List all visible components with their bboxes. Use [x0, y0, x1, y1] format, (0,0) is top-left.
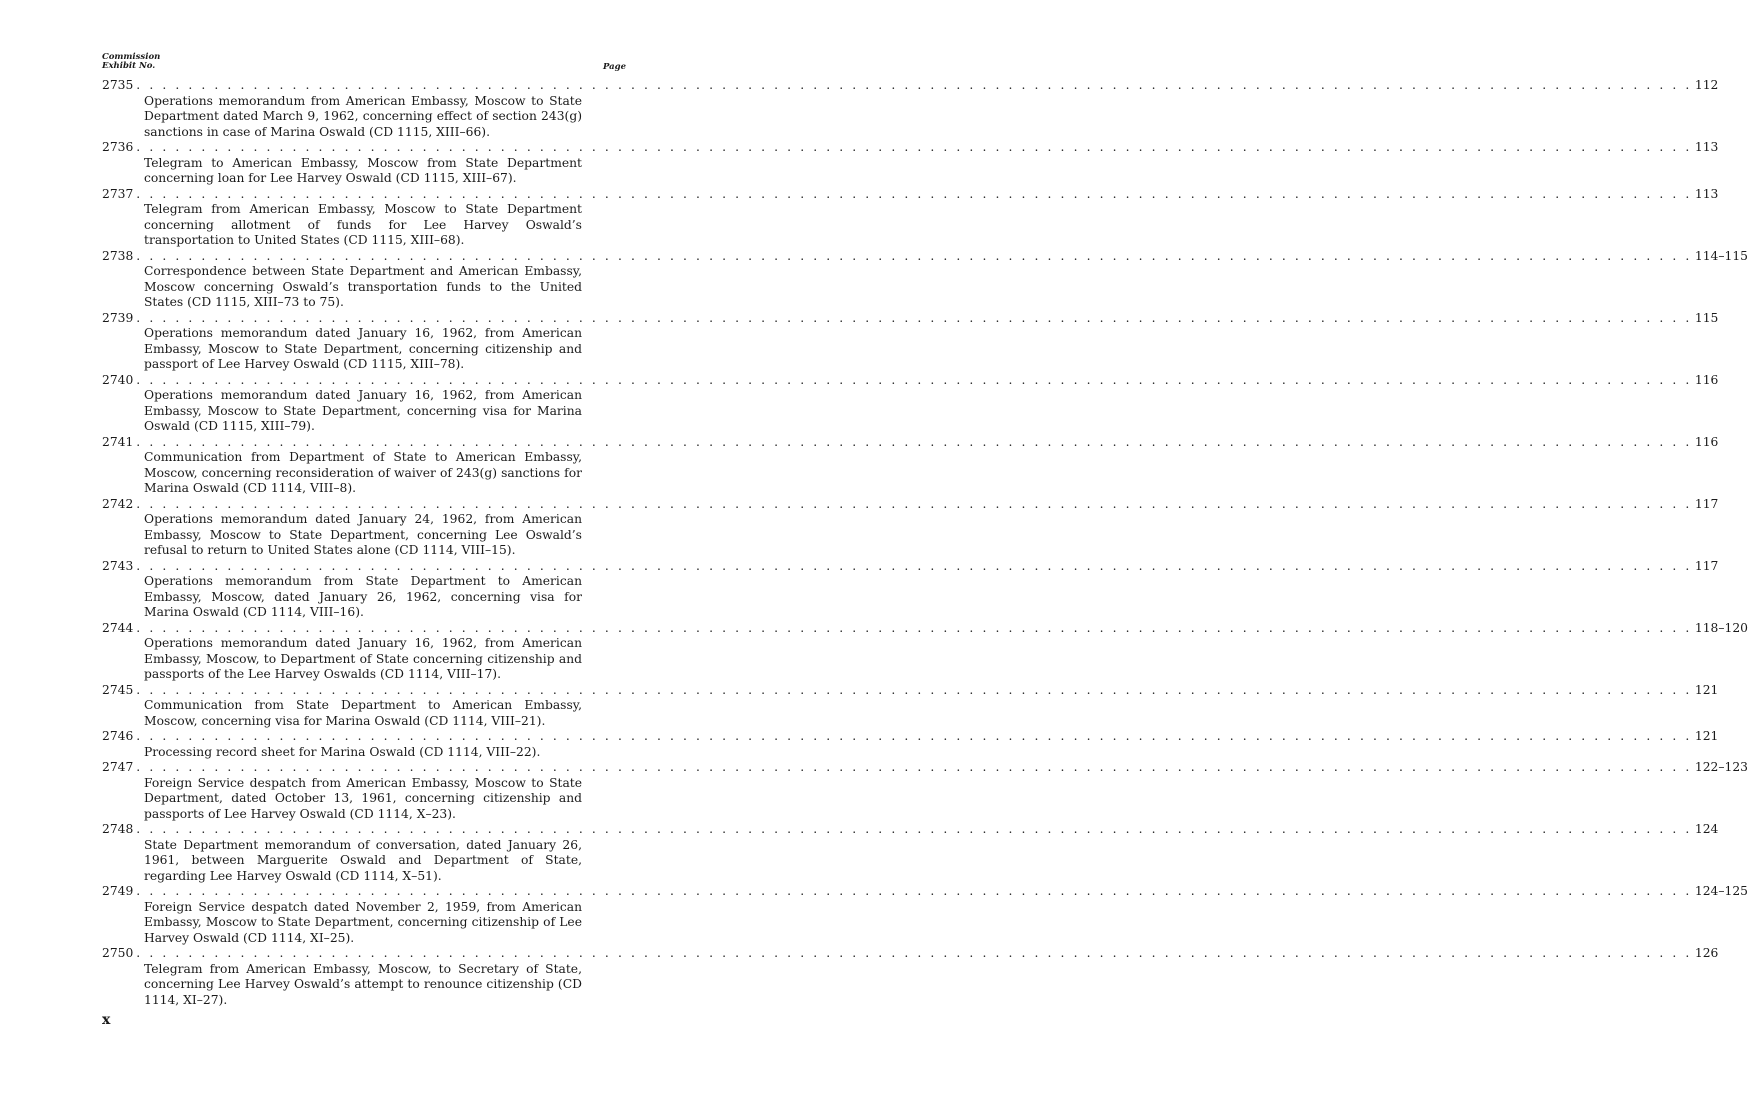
exhibit-entry-header-line [102, 496, 1719, 513]
exhibit-entry-header-line [102, 946, 1719, 962]
exhibit-entry [102, 248, 1748, 311]
exhibit-entry [102, 822, 1719, 884]
dot-leader: . . . . . . . . . . . . . . . . . . . . . . . . . . . . . . . . . . . . . . . . . . . . . . . . . . . . . . . . . . . . . . . . . . . . . . . . . . . . . . . . . . . . . . . . . . . . . . . . . . . . . . . . . . . . . . . . . . . . . . . . [136, 620, 1692, 635]
page-reference: 116 [1694, 434, 1719, 449]
page-reference: 121 [1694, 682, 1719, 697]
exhibit-description: Telegram from American Embassy, Moscow to State Department concerning allotment of funds for Lee Harvey Oswald’s transportation to United States (CD 1115, XIII–68). [144, 202, 582, 247]
exhibit-index-page [102, 44, 1748, 1008]
exhibit-entry [102, 78, 1719, 140]
exhibit-entry [102, 186, 1719, 249]
page-reference: 117 [1694, 558, 1719, 573]
exhibit-entry [102, 140, 1719, 187]
page-reference: 114–115 [1694, 248, 1748, 263]
exhibit-number: 2742 [102, 496, 134, 511]
exhibit-number: 2743 [102, 558, 134, 573]
exhibit-entry [102, 558, 1719, 621]
dot-leader: . . . . . . . . . . . . . . . . . . . . . . . . . . . . . . . . . . . . . . . . . . . . . . . . . . . . . . . . . . . . . . . . . . . . . . . . . . . . . . . . . . . . . . . . . . . . . . . . . . . . . . . . . . . . . . . . . . . . . . . . [136, 822, 1692, 836]
exhibit-entry-header-line [102, 729, 1719, 745]
dot-leader: . . . . . . . . . . . . . . . . . . . . . . . . . . . . . . . . . . . . . . . . . . . . . . . . . . . . . . . . . . . . . . . . . . . . . . . . . . . . . . . . . . . . . . . . . . . . . . . . . . . . . . . . . . . . . . . . . . . . . . . . [136, 496, 1692, 511]
exhibit-entry-header-line [102, 822, 1719, 838]
exhibit-number: 2749 [102, 884, 134, 898]
exhibit-description: Operations memorandum dated January 24, 1962, from American Embassy, Moscow to State Department, concerning Lee Oswald’s refusal to return to United States alone (CD 1114, VIII–15). [144, 512, 582, 557]
dot-leader: . . . . . . . . . . . . . . . . . . . . . . . . . . . . . . . . . . . . . . . . . . . . . . . . . . . . . . . . . . . . . . . . . . . . . . . . . . . . . . . . . . . . . . . . . . . . . . . . . . . . . . . . . . . . . . . . . . . . . . . . [136, 729, 1692, 743]
exhibit-entry-header-line [102, 682, 1719, 699]
column-header-line-2: Exhibit No. [102, 61, 156, 71]
exhibit-entry [102, 884, 1748, 946]
exhibit-entry-header-line [102, 620, 1748, 637]
dot-leader: . . . . . . . . . . . . . . . . . . . . . . . . . . . . . . . . . . . . . . . . . . . . . . . . . . . . . . . . . . . . . . . . . . . . . . . . . . . . . . . . . . . . . . . . . . . . . . . . . . . . . . . . . . . . . . . . . . . . . . . . [136, 186, 1692, 201]
exhibit-number: 2746 [102, 729, 134, 743]
column-header-line-1: Commission [102, 52, 161, 62]
page-reference: 113 [1694, 140, 1719, 154]
exhibit-entry-header-line [102, 78, 1719, 94]
page-reference: 112 [1694, 78, 1719, 92]
exhibit-description: Communication from State Department to American Embassy, Moscow, concerning visa for Marina Oswald (CD 1114, VIII–21). [144, 698, 582, 728]
dot-leader: . . . . . . . . . . . . . . . . . . . . . . . . . . . . . . . . . . . . . . . . . . . . . . . . . . . . . . . . . . . . . . . . . . . . . . . . . . . . . . . . . . . . . . . . . . . . . . . . . . . . . . . . . . . . . . . . . . . . . . . . [136, 946, 1692, 960]
exhibit-entry-header-line [102, 434, 1719, 451]
page-reference: 117 [1694, 496, 1719, 511]
exhibit-entry [102, 310, 1719, 373]
dot-leader: . . . . . . . . . . . . . . . . . . . . . . . . . . . . . . . . . . . . . . . . . . . . . . . . . . . . . . . . . . . . . . . . . . . . . . . . . . . . . . . . . . . . . . . . . . . . . . . . . . . . . . . . . . . . . . . . . . . . . . . . [136, 884, 1692, 898]
exhibit-number: 2750 [102, 946, 134, 960]
exhibit-description: Telegram to American Embassy, Moscow from State Department concerning loan for Lee Harvey Oswald (CD 1115, XIII–67). [144, 155, 582, 185]
exhibit-number: 2745 [102, 682, 134, 697]
page-number-roman: x [102, 1012, 111, 1028]
exhibit-entry-header-line [102, 372, 1719, 389]
exhibit-list [102, 78, 1748, 1008]
exhibit-number: 2740 [102, 372, 134, 387]
dot-leader: . . . . . . . . . . . . . . . . . . . . . . . . . . . . . . . . . . . . . . . . . . . . . . . . . . . . . . . . . . . . . . . . . . . . . . . . . . . . . . . . . . . . . . . . . . . . . . . . . . . . . . . . . . . . . . . . . . . . . . . . [136, 372, 1692, 387]
page-reference: 115 [1694, 310, 1719, 325]
exhibit-description: Foreign Service despatch dated November 2, 1959, from American Embassy, Moscow to State Department, concerning citizenship of Lee Harvey Oswald (CD 1114, XI–25). [144, 899, 582, 945]
page-reference: 113 [1694, 186, 1719, 201]
exhibit-description: Operations memorandum from State Department to American Embassy, Moscow, dated January 26, 1962, concerning visa for Marina Oswald (CD 1114, VIII–16). [144, 574, 582, 619]
exhibit-entry-header-line [102, 310, 1719, 327]
exhibit-number-column-header [102, 53, 160, 71]
dot-leader: . . . . . . . . . . . . . . . . . . . . . . . . . . . . . . . . . . . . . . . . . . . . . . . . . . . . . . . . . . . . . . . . . . . . . . . . . . . . . . . . . . . . . . . . . . . . . . . . . . . . . . . . . . . . . . . . . . . . . . . . [136, 310, 1692, 325]
dot-leader: . . . . . . . . . . . . . . . . . . . . . . . . . . . . . . . . . . . . . . . . . . . . . . . . . . . . . . . . . . . . . . . . . . . . . . . . . . . . . . . . . . . . . . . . . . . . . . . . . . . . . . . . . . . . . . . . . . . . . . . . [136, 248, 1692, 263]
exhibit-description: Correspondence between State Department and American Embassy, Moscow concerning Oswald’s transportation funds to the United States (CD 1115, XIII–73 to 75). [144, 264, 582, 309]
exhibit-description: Operations memorandum dated January 16, 1962, from American Embassy, Moscow to State Department, concerning visa for Marina Oswald (CD 1115, XIII–79). [144, 388, 582, 433]
exhibit-entry [102, 434, 1719, 497]
exhibit-number: 2748 [102, 822, 134, 836]
column-headers [102, 44, 626, 78]
exhibit-entry [102, 620, 1748, 683]
exhibit-description: Telegram from American Embassy, Moscow, to Secretary of State, concerning Lee Harvey Oswald’s attempt to renounce citizenship (CD 1114, XI–27). [144, 961, 582, 1007]
exhibit-number: 2741 [102, 434, 134, 449]
exhibit-entry-header-line [102, 140, 1719, 156]
exhibit-number: 2737 [102, 186, 134, 201]
exhibit-number: 2739 [102, 310, 134, 325]
exhibit-entry-header-line [102, 558, 1719, 575]
exhibit-number: 2736 [102, 140, 134, 154]
exhibit-description: Communication from Department of State to American Embassy, Moscow, concerning reconsideration of waiver of 243(g) sanctions for Marina Oswald (CD 1114, VIII–8). [144, 450, 582, 495]
dot-leader: . . . . . . . . . . . . . . . . . . . . . . . . . . . . . . . . . . . . . . . . . . . . . . . . . . . . . . . . . . . . . . . . . . . . . . . . . . . . . . . . . . . . . . . . . . . . . . . . . . . . . . . . . . . . . . . . . . . . . . . . [136, 558, 1692, 573]
dot-leader: . . . . . . . . . . . . . . . . . . . . . . . . . . . . . . . . . . . . . . . . . . . . . . . . . . . . . . . . . . . . . . . . . . . . . . . . . . . . . . . . . . . . . . . . . . . . . . . . . . . . . . . . . . . . . . . . . . . . . . . . [136, 78, 1692, 92]
exhibit-entry [102, 372, 1719, 435]
exhibit-description: State Department memorandum of conversation, dated January 26, 1961, between Marguerite Oswald and Department of State, regarding Lee Harvey Oswald (CD 1114, X–51). [144, 837, 582, 883]
exhibit-description: Processing record sheet for Marina Oswald (CD 1114, VIII–22). [144, 744, 541, 759]
exhibit-entry [102, 729, 1719, 760]
page-column-header: Page [602, 62, 626, 72]
exhibit-number: 2735 [102, 78, 134, 92]
dot-leader: . . . . . . . . . . . . . . . . . . . . . . . . . . . . . . . . . . . . . . . . . . . . . . . . . . . . . . . . . . . . . . . . . . . . . . . . . . . . . . . . . . . . . . . . . . . . . . . . . . . . . . . . . . . . . . . . . . . . . . . . [136, 760, 1692, 774]
exhibit-entry [102, 496, 1719, 559]
page-reference: 121 [1694, 729, 1719, 743]
exhibit-entry [102, 946, 1719, 1008]
exhibit-entry [102, 682, 1719, 730]
exhibit-number: 2738 [102, 248, 134, 263]
exhibit-entry-header-line [102, 760, 1748, 776]
exhibit-entry-header-line [102, 186, 1719, 203]
exhibit-description: Operations memorandum from American Embassy, Moscow to State Department dated March 9, 1962, concerning effect of section 243(g) sanctions in case of Marina Oswald (CD 1115, XIII–66). [144, 93, 582, 139]
exhibit-entry-header-line [102, 884, 1748, 900]
exhibit-entry [102, 760, 1748, 822]
page-reference: 126 [1694, 946, 1719, 960]
page-reference: 122–123 [1694, 760, 1748, 774]
dot-leader: . . . . . . . . . . . . . . . . . . . . . . . . . . . . . . . . . . . . . . . . . . . . . . . . . . . . . . . . . . . . . . . . . . . . . . . . . . . . . . . . . . . . . . . . . . . . . . . . . . . . . . . . . . . . . . . . . . . . . . . . [136, 140, 1692, 154]
exhibit-description: Operations memorandum dated January 16, 1962, from American Embassy, Moscow, to Department of State concerning citizenship and passports of the Lee Harvey Oswalds (CD 1114, VIII–17). [144, 636, 582, 681]
exhibit-number: 2744 [102, 620, 134, 635]
page-reference: 124 [1694, 822, 1719, 836]
page-reference: 116 [1694, 372, 1719, 387]
dot-leader: . . . . . . . . . . . . . . . . . . . . . . . . . . . . . . . . . . . . . . . . . . . . . . . . . . . . . . . . . . . . . . . . . . . . . . . . . . . . . . . . . . . . . . . . . . . . . . . . . . . . . . . . . . . . . . . . . . . . . . . . [136, 682, 1692, 697]
dot-leader: . . . . . . . . . . . . . . . . . . . . . . . . . . . . . . . . . . . . . . . . . . . . . . . . . . . . . . . . . . . . . . . . . . . . . . . . . . . . . . . . . . . . . . . . . . . . . . . . . . . . . . . . . . . . . . . . . . . . . . . . [136, 434, 1692, 449]
page-reference: 118–120 [1694, 620, 1748, 635]
exhibit-entry-header-line [102, 248, 1748, 265]
page-reference: 124–125 [1694, 884, 1748, 898]
exhibit-number: 2747 [102, 760, 134, 774]
exhibit-description: Foreign Service despatch from American Embassy, Moscow to State Department, dated October 13, 1961, concerning citizenship and passports of Lee Harvey Oswald (CD 1114, X–23). [144, 775, 582, 821]
exhibit-description: Operations memorandum dated January 16, 1962, from American Embassy, Moscow to State Department, concerning citizenship and passport of Lee Harvey Oswald (CD 1115, XIII–78). [144, 326, 582, 371]
